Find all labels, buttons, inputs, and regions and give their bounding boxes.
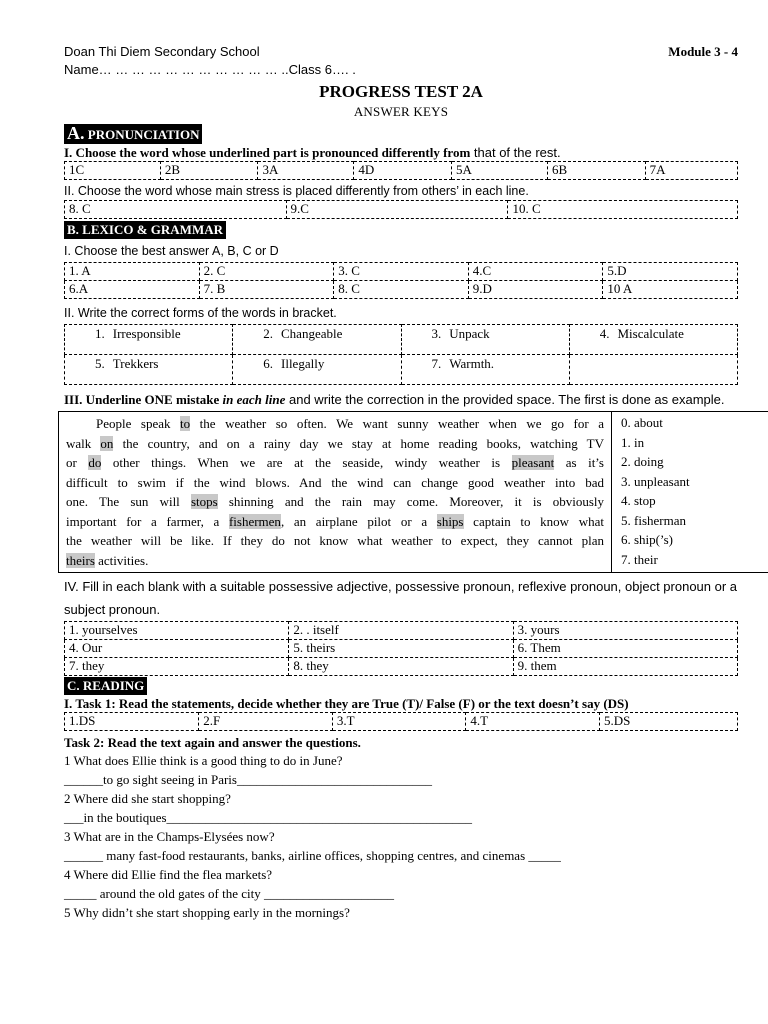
- instruction-3-rest: and write the correction in the provided space. The first is done as example.: [285, 392, 725, 407]
- answer-key-page: [64, 44, 738, 922]
- question-line: 1 What does Ellie think is a good thing to do in June?: [64, 753, 343, 768]
- question-line: 4 Where did Ellie find the flea markets?: [64, 867, 273, 882]
- section-a-instruction-1: [64, 144, 738, 161]
- table-row: [65, 640, 738, 658]
- answer-cell: 4D: [354, 162, 452, 180]
- word-cell: [233, 325, 401, 355]
- table-row: [65, 263, 738, 281]
- reading-task-2: Task 2: Read the text again and answer the questions.: [64, 735, 361, 750]
- correction-item: 2. doing: [621, 454, 664, 469]
- page-subtitle: ANSWER KEYS: [353, 104, 449, 119]
- answer-cell: 6.A: [65, 281, 200, 299]
- answer-cell: 1.DS: [65, 713, 199, 731]
- question-line: 3 What are in the Champs-Elysées now?: [64, 829, 275, 844]
- highlighted-mistake: stops: [190, 494, 218, 509]
- passage-line: difficult to swim if the wind blows. And the wind can change good weather into bad: [66, 474, 604, 490]
- answer-cell: 2B: [160, 162, 258, 180]
- answer-cell: 8. C: [334, 281, 469, 299]
- error-correction-table: [58, 411, 768, 573]
- question-line: 5 Why didn’t she start shopping early in the mornings?: [64, 905, 350, 920]
- highlighted-mistake: pleasant: [511, 455, 555, 470]
- word-answer: Miscalculate: [617, 326, 684, 341]
- correction-item: 0. about: [621, 415, 663, 430]
- passage-line: People speak to the weather so often. We want sunny weather when we go for a: [96, 416, 604, 431]
- answer-cell: 5.DS: [600, 713, 738, 731]
- section-b-heading-row: [64, 221, 738, 241]
- section-b-instruction-3: [64, 389, 738, 411]
- answer-cell: 3. C: [334, 263, 469, 281]
- stress-answers-table: [64, 200, 738, 219]
- item-number: 5.: [95, 356, 105, 371]
- word-cell: [569, 325, 737, 355]
- section-a-heading-row: [64, 124, 738, 144]
- answer-cell: 4.T: [466, 713, 600, 731]
- passage-line: walk on the country, and on a rainy day we stay at home reading books, watching TV: [66, 435, 604, 451]
- instruction-3-italic: in each line: [222, 392, 286, 407]
- word-answer: Irresponsible: [112, 326, 181, 341]
- answer-cell: 1. yourselves: [65, 622, 289, 640]
- item-number: 3.: [431, 326, 442, 341]
- section-c-heading-row: [64, 677, 738, 695]
- header-row: [64, 44, 738, 62]
- passage-line: the weather will be like. If they do not know what weather to expect, they cannot plan: [66, 533, 604, 548]
- highlighted-mistake: to: [180, 416, 191, 431]
- answer-cell: 2. C: [199, 263, 334, 281]
- answer-cell: 7. they: [65, 658, 289, 676]
- answer-cell: 6. Them: [513, 640, 737, 658]
- instruction-3-bold: III. Underline ONE mistake: [64, 392, 223, 407]
- correction-item: 4. stop: [621, 493, 656, 508]
- answer-cell: 3.T: [332, 713, 466, 731]
- word-answer: Changeable: [281, 326, 343, 341]
- word-answer: Illegally: [281, 356, 325, 371]
- highlighted-mistake: do: [88, 455, 102, 470]
- module-label: Module 3 - 4: [668, 44, 738, 59]
- grammar-answers-table: [64, 262, 738, 299]
- name-class-line: Name… … … … … … … … … … … ..Class 6…. .: [64, 62, 356, 77]
- answer-cell: 9. them: [513, 658, 737, 676]
- answer-cell: 6B: [547, 162, 645, 180]
- table-row: [65, 355, 738, 385]
- table-row: [65, 658, 738, 676]
- section-a-letter: A.: [67, 123, 85, 143]
- pronunciation-answers-table: [64, 161, 738, 180]
- section-b-heading: B. LEXICO & GRAMMAR: [64, 221, 226, 239]
- word-cell: [233, 355, 401, 385]
- word-answer: Warmth.: [449, 356, 495, 371]
- passage-line: theirs activities.: [66, 552, 149, 568]
- answer-cell: 2. . itself: [289, 622, 513, 640]
- section-a-heading: [64, 124, 202, 144]
- table-row: [65, 281, 738, 299]
- word-cell: [65, 355, 233, 385]
- questions-and-answers: [64, 751, 738, 922]
- passage-line: one. The sun will stops shinning and the rain may come. Moreover, it is obviously: [66, 494, 605, 509]
- correction-item: 3. unpleasant: [621, 473, 690, 489]
- section-b-instruction-2: II. Write the correct forms of the words in bracket.: [64, 306, 337, 320]
- answer-cell: 7A: [645, 162, 737, 180]
- item-number: 1.: [95, 326, 105, 341]
- answer-cell: 4. Our: [65, 640, 289, 658]
- correction-item: 1. in: [621, 434, 645, 450]
- answer-cell: 7. B: [199, 281, 334, 299]
- answer-cell: 4.C: [468, 263, 603, 281]
- word-answer: Trekkers: [112, 356, 159, 371]
- word-forms-table: [64, 324, 738, 385]
- answer-line: _____ around the old gates of the city ____________________: [64, 886, 395, 901]
- highlighted-mistake: theirs: [66, 552, 95, 568]
- instruction-rest: that of the rest.: [470, 145, 561, 160]
- answer-cell: 1. A: [65, 263, 200, 281]
- correction-item: 7. their: [621, 551, 658, 567]
- answer-cell: 8. C: [65, 201, 287, 219]
- table-row: [65, 622, 738, 640]
- corrections-cell: [612, 412, 768, 573]
- answer-cell: 8. they: [289, 658, 513, 676]
- page-title: PROGRESS TEST 2A: [319, 82, 483, 101]
- word-cell: [569, 355, 737, 385]
- item-number: 7.: [431, 356, 442, 371]
- highlighted-mistake: ships: [436, 513, 464, 529]
- answer-cell: 1C: [65, 162, 161, 180]
- section-a-label: PRONUNCIATION: [87, 127, 200, 142]
- answer-cell: 9.C: [286, 201, 508, 219]
- answer-cell: 3. yours: [513, 622, 737, 640]
- pronoun-answers-table: [64, 621, 738, 676]
- answer-cell: 2.F: [199, 713, 333, 731]
- answer-cell: 5.D: [603, 263, 738, 281]
- answer-line: ______ many fast-food restaurants, banks, airline offices, shopping centres, and cinemas _____: [64, 848, 561, 863]
- answer-cell: 9.D: [468, 281, 603, 299]
- reading-task-1: I. Task 1: Read the statements, decide whether they are True (T)/ False (F) or the text doesn’t say (DS): [64, 696, 629, 711]
- reading-answers-table: [64, 712, 738, 731]
- answer-cell: 3A: [258, 162, 354, 180]
- item-number: 4.: [599, 326, 610, 341]
- answer-cell: 10 A: [603, 281, 738, 299]
- instruction-bold-part: I. Choose the word whose underlined part is pronounced differently from: [64, 145, 471, 160]
- word-cell: [401, 355, 569, 385]
- passage-line: important for a farmer, a fishermen, an airplane pilot or a ships captain to know what: [66, 513, 604, 529]
- correction-item: 6. ship(’s): [621, 532, 673, 547]
- item-number: 6.: [263, 356, 273, 371]
- answer-cell: 5A: [452, 162, 548, 180]
- passage-cell: [59, 412, 612, 573]
- table-row: [65, 325, 738, 355]
- answer-cell: 10. C: [508, 201, 738, 219]
- section-b-instruction-4: IV. Fill in each blank with a suitable possessive adjective, possessive pronoun, reflexive pronoun, object pronoun or a subject pronoun.: [64, 579, 738, 617]
- school-name: Doan Thi Diem Secondary School: [64, 44, 260, 59]
- word-cell: [65, 325, 233, 355]
- passage-text: [60, 413, 610, 571]
- answer-cell: 5. theirs: [289, 640, 513, 658]
- word-cell: [401, 325, 569, 355]
- section-b-instruction-1: I. Choose the best answer A, B, C or D: [64, 244, 279, 258]
- answer-line: ______to go sight seeing in Paris______________________________: [64, 772, 432, 787]
- answer-line: ___in the boutiques_______________________________________________: [64, 810, 473, 825]
- highlighted-mistake: fishermen: [228, 513, 281, 529]
- question-line: 2 Where did she start shopping?: [64, 791, 231, 806]
- word-answer: Unpack: [449, 326, 490, 341]
- section-a-instruction-2: II. Choose the word whose main stress is placed differently from others’ in each line.: [64, 184, 529, 198]
- item-number: 2.: [263, 326, 273, 341]
- correction-item: 5. fisherman: [621, 512, 686, 528]
- passage-line: or do other things. When we are at the seaside, windy weather is pleasant as it’s: [66, 455, 604, 470]
- section-c-heading: C. READING: [64, 677, 147, 695]
- highlighted-mistake: on: [100, 435, 114, 451]
